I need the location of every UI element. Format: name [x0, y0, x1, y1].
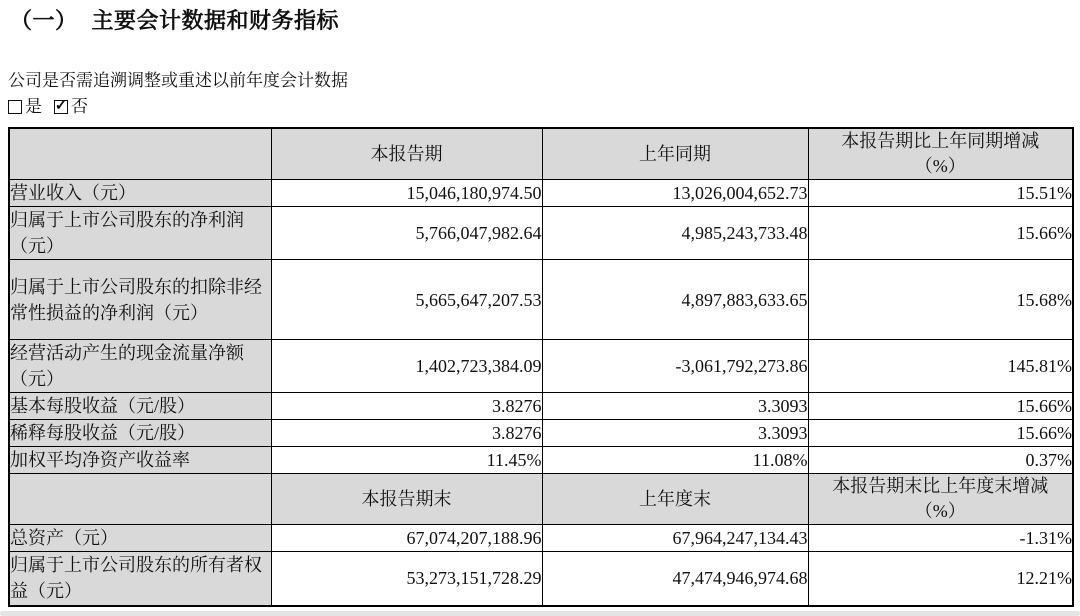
check-icon: ✓: [54, 97, 68, 114]
col-header-end-change-line1: 本报告期末比上年度末增减: [832, 476, 1049, 496]
row-label: 归属于上市公司股东的扣除非经常性损益的净利润（元）: [9, 260, 271, 340]
change-value: 15.66%: [808, 393, 1073, 420]
header-corner-cell: [9, 474, 271, 525]
change-value: 15.68%: [808, 260, 1073, 340]
col-header-current-period: 本报告期: [271, 128, 542, 180]
prior-value: 3.3093: [542, 420, 808, 447]
current-value: 67,074,207,188.96: [271, 525, 542, 552]
table-row: [9, 393, 1073, 420]
prior-value: 13,026,004,652.73: [542, 180, 808, 207]
current-value: 11.45%: [271, 447, 542, 474]
current-value: 1,402,723,384.09: [271, 340, 542, 393]
current-value: 3.8276: [271, 420, 542, 447]
section-number: （一）: [10, 8, 78, 33]
current-value: 5,665,647,207.53: [271, 260, 542, 340]
row-label: 稀释每股收益（元/股）: [9, 420, 271, 447]
prior-value: 4,897,883,633.65: [542, 260, 808, 340]
page-bottom-scrollbar[interactable]: [0, 611, 1080, 616]
table-row: [9, 207, 1073, 260]
col-header-period-change-line1: 本报告期比上年同期增减: [841, 131, 1040, 151]
col-header-current-end: 本报告期末: [271, 474, 542, 525]
row-label: 总资产（元）: [9, 525, 271, 552]
col-header-end-change-line2: （%）: [914, 501, 966, 521]
col-header-period-change-line2: （%）: [914, 156, 966, 176]
col-header-period-change: [808, 128, 1073, 180]
table-row: [9, 340, 1073, 393]
checkbox-no[interactable]: [54, 96, 88, 117]
checkbox-yes-label: 是: [25, 97, 42, 116]
current-value: 3.8276: [271, 393, 542, 420]
change-value: 15.66%: [808, 420, 1073, 447]
table-header-endpoint: [9, 474, 1073, 525]
row-label: 归属于上市公司股东的所有者权益（元）: [9, 552, 271, 606]
row-label: 经营活动产生的现金流量净额（元）: [9, 340, 271, 393]
table-row: [9, 447, 1073, 474]
prior-value: 4,985,243,733.48: [542, 207, 808, 260]
prior-value: -3,061,792,273.86: [542, 340, 808, 393]
row-label: 营业收入（元）: [9, 180, 271, 207]
table-row: [9, 552, 1073, 606]
header-corner-cell: [9, 128, 271, 180]
row-label: 基本每股收益（元/股）: [9, 393, 271, 420]
table-row: [9, 260, 1073, 340]
change-value: 145.81%: [808, 340, 1073, 393]
change-value: 12.21%: [808, 552, 1073, 606]
restatement-question: 公司是否需追溯调整或重述以前年度会计数据: [8, 71, 348, 90]
checkbox-yes-box-icon: [8, 100, 22, 114]
row-label: 加权平均净资产收益率: [9, 447, 271, 474]
row-label: 归属于上市公司股东的净利润（元）: [9, 207, 271, 260]
prior-value: 11.08%: [542, 447, 808, 474]
table-row: [9, 420, 1073, 447]
table-header-period: [9, 128, 1073, 180]
checkbox-yes[interactable]: [8, 96, 42, 117]
prior-value: 67,964,247,134.43: [542, 525, 808, 552]
current-value: 5,766,047,982.64: [271, 207, 542, 260]
change-value: 15.51%: [808, 180, 1073, 207]
page-title: [0, 0, 1080, 34]
change-value: 0.37%: [808, 447, 1073, 474]
col-header-prior-end: 上年度末: [542, 474, 808, 525]
current-value: 15,046,180,974.50: [271, 180, 542, 207]
current-value: 53,273,151,728.29: [271, 552, 542, 606]
col-header-prior-period: 上年同期: [542, 128, 808, 180]
checkbox-no-box-icon: [54, 97, 68, 114]
prior-value: 3.3093: [542, 393, 808, 420]
financial-indicators-table: [8, 127, 1074, 607]
change-value: 15.66%: [808, 207, 1073, 260]
section-title-text: 主要会计数据和财务指标: [91, 8, 340, 33]
restatement-answer-row: [8, 96, 1080, 117]
change-value: -1.31%: [808, 525, 1073, 552]
prior-value: 47,474,946,974.68: [542, 552, 808, 606]
table-row: [9, 180, 1073, 207]
checkbox-no-label: 否: [71, 97, 88, 116]
col-header-end-change: [808, 474, 1073, 525]
table-row: [9, 525, 1073, 552]
